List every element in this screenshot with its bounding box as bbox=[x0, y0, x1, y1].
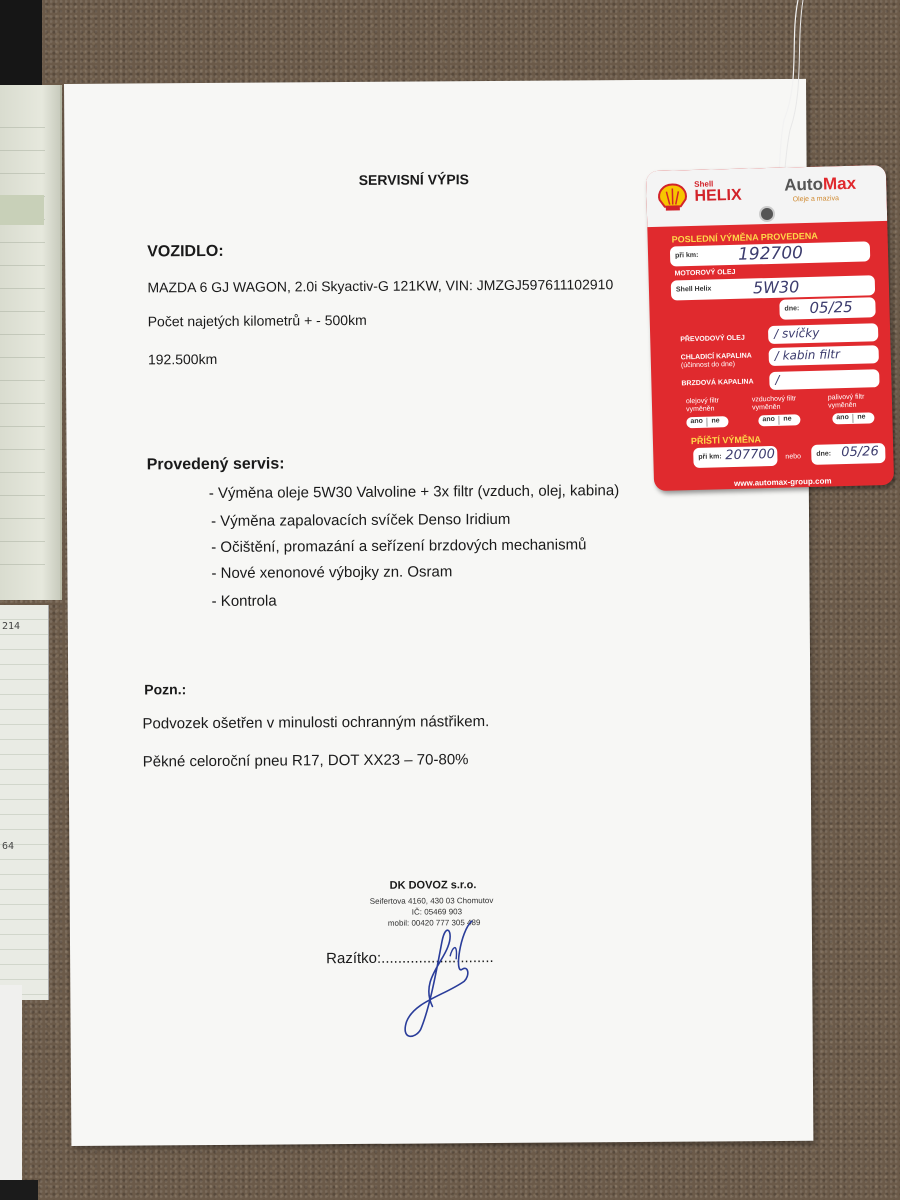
tag-header bbox=[646, 165, 887, 227]
mileage-value: 192.500km bbox=[147, 350, 218, 368]
next-date-value: 05/26 bbox=[841, 444, 879, 461]
service-item: - Očištění, promazání a seřízení brzdových mechanismů bbox=[211, 536, 587, 556]
black-object-bottom bbox=[0, 1180, 38, 1200]
yes-option: ano bbox=[836, 413, 849, 422]
engine-oil-label: MOTOROVÝ OLEJ bbox=[674, 268, 736, 278]
oil-date-value: 05/25 bbox=[809, 297, 853, 317]
gear-oil-field bbox=[768, 323, 878, 344]
shell-logo-icon bbox=[656, 182, 689, 213]
automax-max: Max bbox=[822, 173, 857, 194]
oil-date-field bbox=[779, 297, 875, 320]
next-km-field bbox=[693, 446, 777, 468]
coolant-sublabel: (účinnost do dne) bbox=[680, 360, 736, 370]
signature-mark bbox=[380, 911, 491, 1042]
service-heading: Provedený servis: bbox=[146, 455, 285, 474]
no-option: ne bbox=[711, 417, 720, 425]
white-sheet-edge bbox=[0, 985, 22, 1185]
air-filter-label: vzduchový filtr vyměněn bbox=[751, 395, 797, 412]
automax-logo bbox=[784, 174, 856, 196]
shell-text: Shell bbox=[694, 179, 714, 189]
gear-oil-label: PŘEVODOVÝ OLEJ bbox=[680, 334, 745, 344]
form-edge bbox=[0, 605, 49, 1000]
helix-text: HELIX bbox=[694, 186, 742, 205]
oil-grade-value: 5W30 bbox=[752, 277, 800, 298]
service-item: - Výměna zapalovacích svíček Denso Iridium bbox=[210, 510, 511, 530]
vehicle-line: MAZDA 6 GJ WAGON, 2.0i Skyactiv-G 121KW, VIN: JMZGJ597611102910 bbox=[147, 276, 614, 296]
mileage-note: Počet najetých kilometrů + - 500km bbox=[147, 311, 367, 330]
book-stripe bbox=[0, 195, 44, 225]
coolant-value: / kabin filtr bbox=[774, 347, 841, 363]
note-line: Pěkné celoroční pneu R17, DOT XX23 – 70-80% bbox=[142, 751, 469, 771]
fuel-filter-label: palivový filtr vyměněn bbox=[827, 393, 865, 410]
stamp-address: Seifertova 4160, 430 03 Chomutov bbox=[369, 896, 494, 906]
stamp-ic: IČ: 05469 903 bbox=[411, 907, 463, 917]
last-km-field bbox=[670, 241, 870, 266]
next-change-heading: PŘÍŠTÍ VÝMĚNA bbox=[690, 434, 762, 447]
oil-filter-choice bbox=[686, 416, 728, 428]
next-km-label: při km: bbox=[698, 453, 722, 461]
vehicle-heading: VOZIDLO: bbox=[147, 242, 224, 261]
form-number: 214 bbox=[2, 621, 21, 632]
or-label: nebo bbox=[785, 453, 802, 461]
note-line: Podvozek ošetřen v minulosti ochranným nástřikem. bbox=[142, 713, 490, 733]
service-book-edge bbox=[0, 85, 62, 600]
fuel-filter-choice bbox=[832, 412, 874, 424]
engine-oil-field bbox=[671, 275, 875, 300]
notes-heading: Pozn.: bbox=[144, 681, 187, 698]
stamp-phone: mobil: 00420 777 305 489 bbox=[387, 918, 481, 928]
air-filter-choice bbox=[758, 414, 800, 426]
next-date-label: dne: bbox=[816, 450, 832, 458]
black-object bbox=[0, 0, 42, 96]
yes-option: ano bbox=[762, 415, 775, 424]
last-km-label: při km: bbox=[674, 251, 699, 260]
tag-hole bbox=[759, 206, 775, 222]
document-title: SERVISNÍ VÝPIS bbox=[358, 171, 469, 188]
service-item: - Výměna oleje 5W30 Valvoline + 3x filtr (vzduch, olej, kabina) bbox=[208, 482, 620, 502]
stamp-label: Razítko:........................... bbox=[326, 949, 494, 968]
yes-option: ano bbox=[690, 417, 703, 426]
ruled-lines bbox=[0, 105, 45, 575]
next-km-value: 207700 bbox=[725, 446, 776, 464]
last-change-heading: POSLEDNÍ VÝMĚNA PROVEDENA bbox=[671, 230, 818, 245]
brake-fluid-field bbox=[769, 369, 879, 390]
service-item: - Nové xenonové výbojky zn. Osram bbox=[211, 563, 453, 582]
automax-subtitle: Oleje a maziva bbox=[792, 195, 840, 204]
oil-date-label: dne: bbox=[784, 305, 800, 313]
last-km-value: 192700 bbox=[737, 243, 804, 265]
automax-auto: Auto bbox=[784, 174, 824, 195]
stamp-company: DK DOVOZ s.r.o. bbox=[389, 879, 477, 892]
no-option: ne bbox=[857, 413, 866, 421]
tag-url: www.automax-group.com bbox=[733, 476, 832, 488]
no-option: ne bbox=[783, 415, 792, 423]
form-number: 64 bbox=[2, 841, 15, 852]
service-tag bbox=[646, 165, 894, 491]
next-date-field bbox=[811, 443, 885, 465]
oil-filter-label: olejový filtr vyměněn bbox=[685, 397, 720, 414]
coolant-field bbox=[769, 345, 879, 366]
shell-helix-logo bbox=[694, 179, 742, 205]
brake-fluid-label: BRZDOVÁ KAPALINA bbox=[681, 378, 754, 388]
service-item: - Kontrola bbox=[211, 592, 277, 610]
oil-brand-label: Shell Helix bbox=[675, 285, 712, 294]
gear-oil-value: / svíčky bbox=[773, 325, 820, 341]
coolant-label: CHLADICÍ KAPALINA bbox=[680, 352, 752, 362]
brake-fluid-value: / bbox=[775, 372, 780, 387]
